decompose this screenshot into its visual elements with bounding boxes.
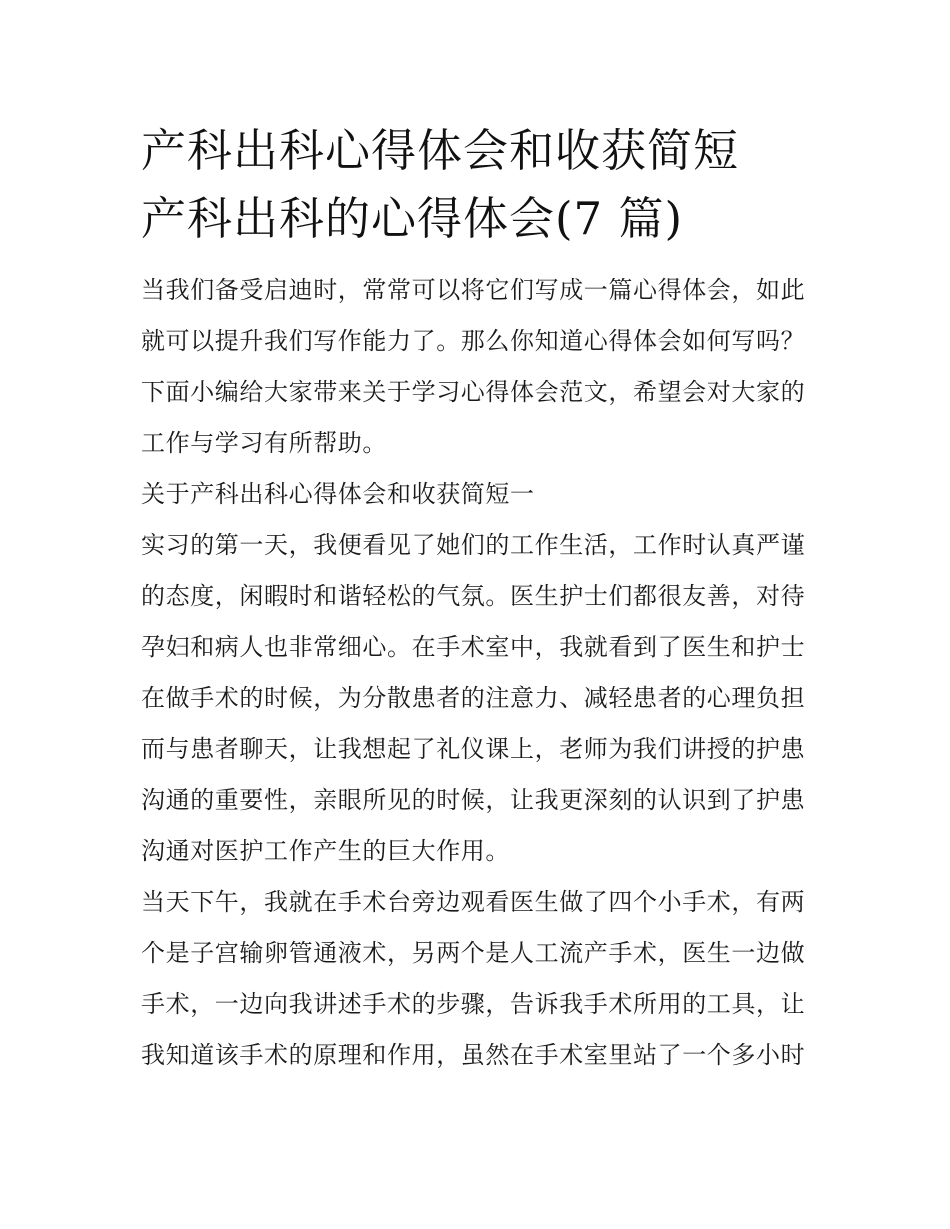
document-content (141, 117, 813, 1081)
body-line: 沟通的重要性，亲眼所见的时候，让我更深刻的认识到了护患 (141, 786, 806, 814)
body-line: 手术，一边向我讲述手术的步骤，告诉我手术所用的工具，让 (141, 990, 806, 1018)
body-line: 当天下午，我就在手术台旁边观看医生做了四个小手术，有两 (141, 888, 806, 916)
body-line: 我知道该手术的原理和作用，虽然在手术室里站了一个多小时 (141, 1041, 806, 1069)
body-line: 在做手术的时候，为分散患者的注意力、减轻患者的心理负担 (141, 684, 806, 712)
body-line: 当我们备受启迪时，常常可以将它们写成一篇心得体会，如此 (141, 276, 806, 304)
body-line: 下面小编给大家带来关于学习心得体会范文，希望会对大家的 (141, 378, 806, 406)
body-line: 沟通对医护工作产生的巨大作用。 (141, 837, 510, 865)
body-line: 孕妇和病人也非常细心。在手术室中，我就看到了医生和护士 (141, 633, 806, 661)
document-title (141, 117, 813, 253)
section-heading: 关于产科出科心得体会和收获简短一 (141, 480, 535, 508)
body-line: 而与患者聊天，让我想起了礼仪课上，老师为我们讲授的护患 (141, 735, 806, 763)
body-line: 工作与学习有所帮助。 (141, 429, 387, 457)
document-body (141, 265, 813, 1081)
body-line: 就可以提升我们写作能力了。那么你知道心得体会如何写吗？ (141, 327, 806, 355)
title-line-2: 产科出科的心得体会(7 篇) (141, 192, 684, 245)
body-line: 的态度，闲暇时和谐轻松的气氛。医生护士们都很友善，对待 (141, 582, 806, 610)
body-line: 个是子宫输卵管通液术，另两个是人工流产手术，医生一边做 (141, 939, 806, 967)
title-line-1: 产科出科心得体会和收获简短 (141, 124, 740, 177)
body-line: 实习的第一天，我便看见了她们的工作生活，工作时认真严谨 (141, 531, 806, 559)
